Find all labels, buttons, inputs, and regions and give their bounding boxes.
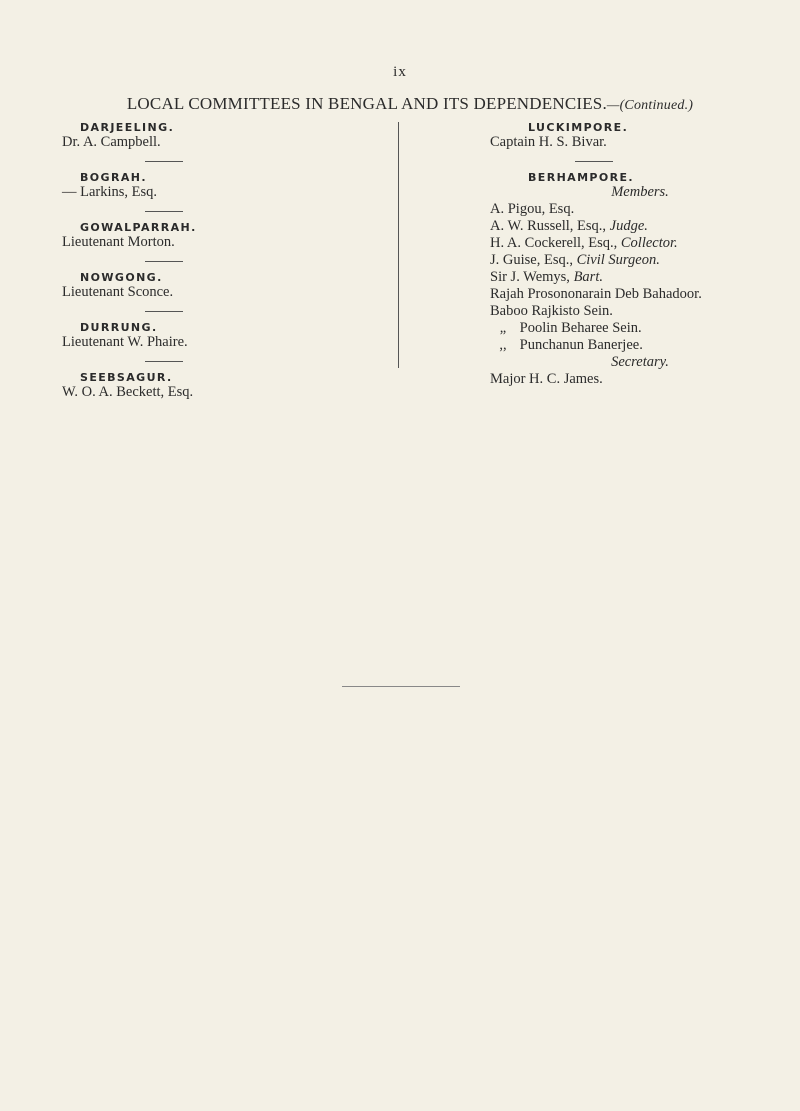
section-divider xyxy=(145,311,183,312)
section-divider xyxy=(145,361,183,362)
running-head-title: LOCAL COMMITTEES IN BENGAL AND ITS DEPENDENCIES. xyxy=(126,94,607,113)
committee-bograh xyxy=(62,171,382,201)
running-head xyxy=(80,94,740,114)
member-line: J. Guise, Esq., Civil Surgeon. xyxy=(490,252,660,268)
column-rule xyxy=(398,122,399,368)
committee-nowgong xyxy=(62,271,382,301)
place-heading: BOGRAH. xyxy=(80,171,147,184)
member-line: — Larkins, Esq. xyxy=(62,184,158,200)
member-line: Lieutenant Morton. xyxy=(62,234,175,250)
section-divider xyxy=(145,161,183,162)
secretary-heading: Secretary. xyxy=(611,354,669,370)
members-heading: Members. xyxy=(611,184,669,200)
place-heading: LUCKIMPORE. xyxy=(528,121,629,134)
member-line: Lieutenant Sconce. xyxy=(62,284,174,300)
member-line: H. A. Cockerell, Esq., Collector. xyxy=(490,235,678,251)
place-heading: DARJEELING. xyxy=(80,121,175,134)
left-column xyxy=(62,121,382,401)
member-line: Captain H. S. Bivar. xyxy=(490,134,607,150)
member-line: Dr. A. Campbell. xyxy=(62,134,161,150)
member-line: Sir J. Wemys, Bart. xyxy=(490,269,603,285)
section-divider xyxy=(575,161,613,162)
committee-berhampore xyxy=(490,171,790,388)
member-line: Lieutenant W. Phaire. xyxy=(62,334,188,350)
member-line: Baboo Rajkisto Sein. xyxy=(490,303,613,319)
running-head-continued: —(Continued.) xyxy=(606,98,694,113)
page-number: ix xyxy=(393,64,407,80)
ditto-mark: „ xyxy=(499,320,507,336)
section-divider xyxy=(145,211,183,212)
member-line: Rajah Prosononarain Deb Bahadoor. xyxy=(490,286,702,302)
member-line-ditto: ,, Punchanun Banerjee. xyxy=(490,337,790,354)
footer-rule xyxy=(342,686,460,687)
committee-luckimpore xyxy=(490,121,790,151)
section-divider xyxy=(145,261,183,262)
member-line-ditto: „ Poolin Beharee Sein. xyxy=(490,320,790,337)
place-heading: NOWGONG. xyxy=(80,271,163,284)
member-line: A. Pigou, Esq. xyxy=(490,201,575,217)
right-column xyxy=(490,121,790,388)
secretary-line: Major H. C. James. xyxy=(490,371,603,387)
committee-darjeeling xyxy=(62,121,382,151)
place-heading: BERHAMPORE. xyxy=(528,171,635,184)
committee-gowalparrah xyxy=(62,221,382,251)
member-line: W. O. A. Beckett, Esq. xyxy=(62,384,194,400)
committee-seebsagur xyxy=(62,371,382,401)
place-heading: GOWALPARRAH. xyxy=(80,221,197,234)
committee-durrung xyxy=(62,321,382,351)
ditto-mark: ,, xyxy=(499,337,507,353)
place-heading: DURRUNG. xyxy=(80,321,158,334)
member-line: A. W. Russell, Esq., Judge. xyxy=(490,218,648,234)
place-heading: SEEBSAGUR. xyxy=(80,371,173,384)
